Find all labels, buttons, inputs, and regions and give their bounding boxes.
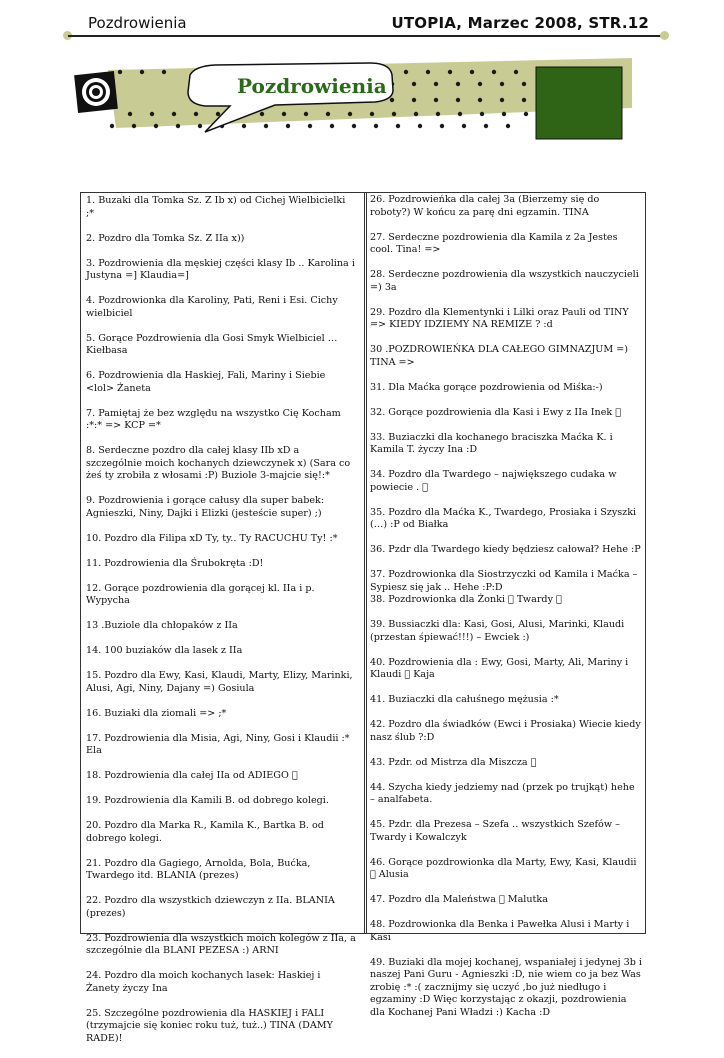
greeting-entry: 3. Pozdrowienia dla męskiej części klasy Ib .. Karolina i Justyna =] Klaudia=] — [86, 257, 355, 281]
decorative-dot — [110, 124, 114, 128]
banner-graphic — [0, 50, 724, 150]
greeting-entry: 1. Buzaki dla Tomka Sz. Z Ib x) od Cichej Wielbicielki ;* — [86, 195, 346, 219]
greeting-entry: 29. Pozdro dla Klementynki i Lilki oraz Pauli od TINY => KIEDY IDZIEMY NA REMIZE ? :d — [370, 306, 629, 330]
decorative-dot — [370, 112, 374, 116]
decorative-dot — [282, 112, 286, 116]
decorative-dot — [414, 112, 418, 116]
greeting-entry: 22. Pozdro dla wszystkich dziewczyn z IIa. BLANIA (prezes) — [86, 895, 335, 919]
decorative-dot — [412, 82, 416, 86]
greetings-right-column — [370, 194, 642, 1032]
greeting-entry: 35. Pozdro dla Maćka K., Twardego, Prosiaka i Szyszki (…) :P od Białka — [370, 506, 637, 530]
decorative-dot — [480, 112, 484, 116]
decorative-dot — [198, 124, 202, 128]
decorative-dot — [308, 124, 312, 128]
decorative-dot — [426, 70, 430, 74]
decorative-dot — [132, 124, 136, 128]
decorative-dot — [396, 124, 400, 128]
decorative-dot — [392, 112, 396, 116]
greeting-entry: 7. Pamiętaj że bez względu na wszystko Cię Kocham :*:* => KCP =* — [86, 407, 341, 431]
greeting-entry: 48. Pozdrowionka dla Benka i Pawełka Alusi i Marty i Kasi — [370, 919, 630, 943]
decorative-dot — [260, 112, 264, 116]
issue-info: UTOPIA, Marzec 2008, STR.12 — [391, 14, 649, 32]
greeting-entry: 25. Szczególne pozdrowienia dla HASKIEJ i FALI (trzymajcie się koniec roku tuż, tuż..) TINA (DAMY RADE)! — [86, 1007, 333, 1044]
greeting-entry: 5. Gorące Pozdrowienia dla Gosi Smyk Wielbiciel … Kiełbasa — [86, 332, 338, 356]
decorative-dot — [128, 112, 132, 116]
greeting-entry: 11. Pozdrowienia dla Śrubokręta :D! — [86, 557, 264, 569]
decorative-dot — [462, 124, 466, 128]
greeting-entry: 39. Bussiaczki dla: Kasi, Gosi, Alusi, Marinki, Klaudi (przestan śpiewać!!!) – Ewciek :) — [370, 619, 625, 643]
greeting-entry: 49. Buziaki dla mojej kochanej, wspaniałej i jedynej 3b i naszej Pani Guru - Agnieszki :D, nie wiem co ja bez Was zrobię :* :( zacznijmy się uczyć ,bo już niedługo i egzaminy :D Więc korzystając z okazji, pozdrowienia dla Kochanej Pani Władzi :) Kacha :D — [370, 956, 642, 1018]
decorative-dot — [264, 124, 268, 128]
greeting-entry: 9. Pozdrowienia i gorące całusy dla super babek: Agnieszki, Niny, Dajki i Elizki (jesteście super) ;) — [86, 495, 325, 519]
greeting-entry: 12. Gorące pozdrowienia dla gorącej kl. IIa i p. Wypycha — [86, 582, 315, 606]
greeting-entry: 8. Serdeczne pozdro dla całej klasy IIb xD a szczególnie moich kochanych dziewczynek x) (Sara co żeś ty zrobiła z włosami :P) Buziole 3-majcie się!:* — [86, 445, 351, 481]
decorative-dot — [412, 98, 416, 102]
decorative-dot — [140, 70, 144, 74]
decorative-dot — [374, 124, 378, 128]
greeting-entry: 17. Pozdrowienia dla Misia, Agi, Niny, Gosi i Klaudii :* Ela — [86, 732, 350, 756]
greeting-entry: 46. Gorące pozdrowionka dla Marty, Ewy, Kasi, Klaudii Alusia — [370, 856, 637, 880]
decorative-dot — [478, 82, 482, 86]
decorative-dot — [242, 124, 246, 128]
greeting-entry: 31. Dla Maćka gorące pozdrowienia od Miśka:-) — [370, 381, 603, 393]
decorative-dot — [150, 112, 154, 116]
greeting-entry: 16. Buziaki dla ziomali => ;* — [86, 707, 227, 719]
decorative-dot — [484, 124, 488, 128]
greeting-entry: 19. Pozdrowienia dla Kamili B. od dobrego kolegi. — [86, 795, 329, 806]
decorative-dot — [172, 112, 176, 116]
greeting-entry: 42. Pozdro dla świadków (Ewci i Prosiaka) Wiecie kiedy nasz ślub ?:D — [370, 719, 641, 743]
decorative-dot — [304, 112, 308, 116]
section-title: Pozdrowienia — [88, 14, 187, 32]
greeting-entry: 33. Buziaczki dla kochanego braciszka Maćka K. i Kamila T. życzy Ina :D — [370, 431, 613, 455]
decorative-dot — [500, 98, 504, 102]
column-divider — [364, 193, 367, 933]
greeting-entry: 15. Pozdro dla Ewy, Kasi, Klaudi, Marty, Elizy, Marinki, Alusi, Agi, Niny, Dajany =) Gosiula — [86, 670, 353, 694]
greeting-entry: 37. Pozdrowionka dla Siostrzyczki od Kamila i Maćka – Sypiesz się jak .. Hehe :P:D 38. Pozdrowionka dla Żonki Twardy — [370, 569, 638, 605]
decorative-dot — [352, 124, 356, 128]
header-rule — [68, 35, 664, 37]
greeting-entry: 36. Pzdr dla Twardego kiedy będziesz całował? Hehe :P — [370, 544, 641, 555]
decorative-dot — [390, 98, 394, 102]
decorative-dot — [448, 70, 452, 74]
decorative-dot — [506, 124, 510, 128]
greeting-entry: 30 .POZDROWIEŃKA DLA CAŁEGO GIMNAZJUM =) TINA => — [370, 344, 629, 368]
target-icon — [74, 71, 118, 113]
greeting-entry: 28. Serdeczne pozdrowienia dla wszystkich nauczycieli =) 3a — [370, 269, 639, 293]
greeting-entry: 14. 100 buziaków dla lasek z IIa — [86, 645, 243, 656]
greeting-entry: 41. Buziaczki dla całuśnego mężusia :* — [370, 694, 559, 705]
decorative-dot — [176, 124, 180, 128]
greetings-left-column — [86, 195, 356, 1058]
greeting-entry: 6. Pozdrowienia dla Haskiej, Fali, Mariny i Siebie <lol> Żaneta — [86, 370, 326, 394]
greeting-entry: 40. Pozdrowienia dla : Ewy, Gosi, Marty, Ali, Mariny i Klaudi Kaja — [370, 656, 629, 680]
greeting-entry: 23. Pozdrowienia dla wszystkich moich kolegów z IIa, a szczególnie dla BLANI PEZESA :) ARNI — [86, 932, 356, 956]
greeting-entry: 44. Szycha kiedy jedziemy nad (przek po trujkąt) hehe – analfabeta. — [370, 781, 635, 805]
decorative-dot — [458, 112, 462, 116]
decorative-dot — [118, 70, 122, 74]
greeting-entry: 27. Serdeczne pozdrowienia dla Kamila z 2a Jestes cool. Tina! => — [370, 231, 618, 255]
decorative-dot — [514, 70, 518, 74]
decorative-dot — [330, 124, 334, 128]
banner-title: Pozdrowienia — [237, 74, 387, 98]
greeting-entry: 45. Pzdr. dla Prezesa – Szefa .. wszystkich Szefów – Twardy i Kowalczyk — [370, 819, 620, 843]
decorative-dot — [524, 112, 528, 116]
decorative-dot — [502, 112, 506, 116]
greeting-entry: 47. Pozdro dla Maleństwa Malutka — [370, 894, 540, 905]
header-rule-right-dot — [660, 31, 669, 40]
decorative-dot — [478, 98, 482, 102]
greeting-entry: 2. Pozdro dla Tomka Sz. Z IIa x)) — [86, 232, 245, 244]
decorative-dot — [456, 98, 460, 102]
greeting-entry: 21. Pozdro dla Gagiego, Arnolda, Bola, Bućka, Twardego itd. BLANIA (prezes) — [86, 857, 311, 881]
decorative-dot — [456, 82, 460, 86]
decorative-dot — [162, 70, 166, 74]
decorative-dot — [436, 112, 440, 116]
decorative-dot — [348, 112, 352, 116]
decorative-dot — [154, 124, 158, 128]
greeting-entry: 34. Pozdro dla Twardego – największego cudaka w powiecie . — [370, 469, 617, 493]
greetings-box — [80, 192, 646, 1044]
decorative-dot — [492, 70, 496, 74]
greeting-entry: 4. Pozdrowionka dla Karoliny, Pati, Reni i Esi. Cichy wielbiciel — [86, 295, 338, 319]
greeting-entry: 43. Pzdr. od Mistrza dla Miszcza — [370, 756, 528, 768]
decorative-dot — [522, 98, 526, 102]
decorative-dot — [522, 82, 526, 86]
decorative-dot — [404, 70, 408, 74]
greeting-entry: 24. Pozdro dla moich kochanych lasek: Haskiej i Żanety życzy Ina — [86, 970, 321, 994]
decorative-dot — [286, 124, 290, 128]
decorative-dot — [434, 98, 438, 102]
greeting-entry: 10. Pozdro dla Filipa xD Ty, ty.. Ty RACUCHU Ty! :* — [86, 532, 338, 544]
decorative-dot — [418, 124, 422, 128]
decorative-dot — [434, 82, 438, 86]
decorative-dot — [326, 112, 330, 116]
decorative-dot — [216, 112, 220, 116]
green-box — [536, 67, 622, 139]
greeting-entry: 20. Pozdro dla Marka R., Kamila K., Bartka B. od dobrego kolegi. — [86, 820, 324, 844]
decorative-dot — [440, 124, 444, 128]
decorative-dot — [500, 82, 504, 86]
decorative-dot — [470, 70, 474, 74]
decorative-dot — [194, 112, 198, 116]
greeting-entry: 18. Pozdrowienia dla całej IIa od ADIEGO — [86, 770, 289, 781]
greeting-entry: 26. Pozdrowieńka dla całej 3a (Bierzemy się do roboty?) W końcu za parę dni egzamin. TINA — [370, 194, 600, 218]
greeting-entry: 32. Gorące pozdrowienia dla Kasi i Ewy z IIa Inek — [370, 406, 613, 418]
greeting-entry: 13 .Buziole dla chłopaków z IIa — [86, 620, 238, 631]
